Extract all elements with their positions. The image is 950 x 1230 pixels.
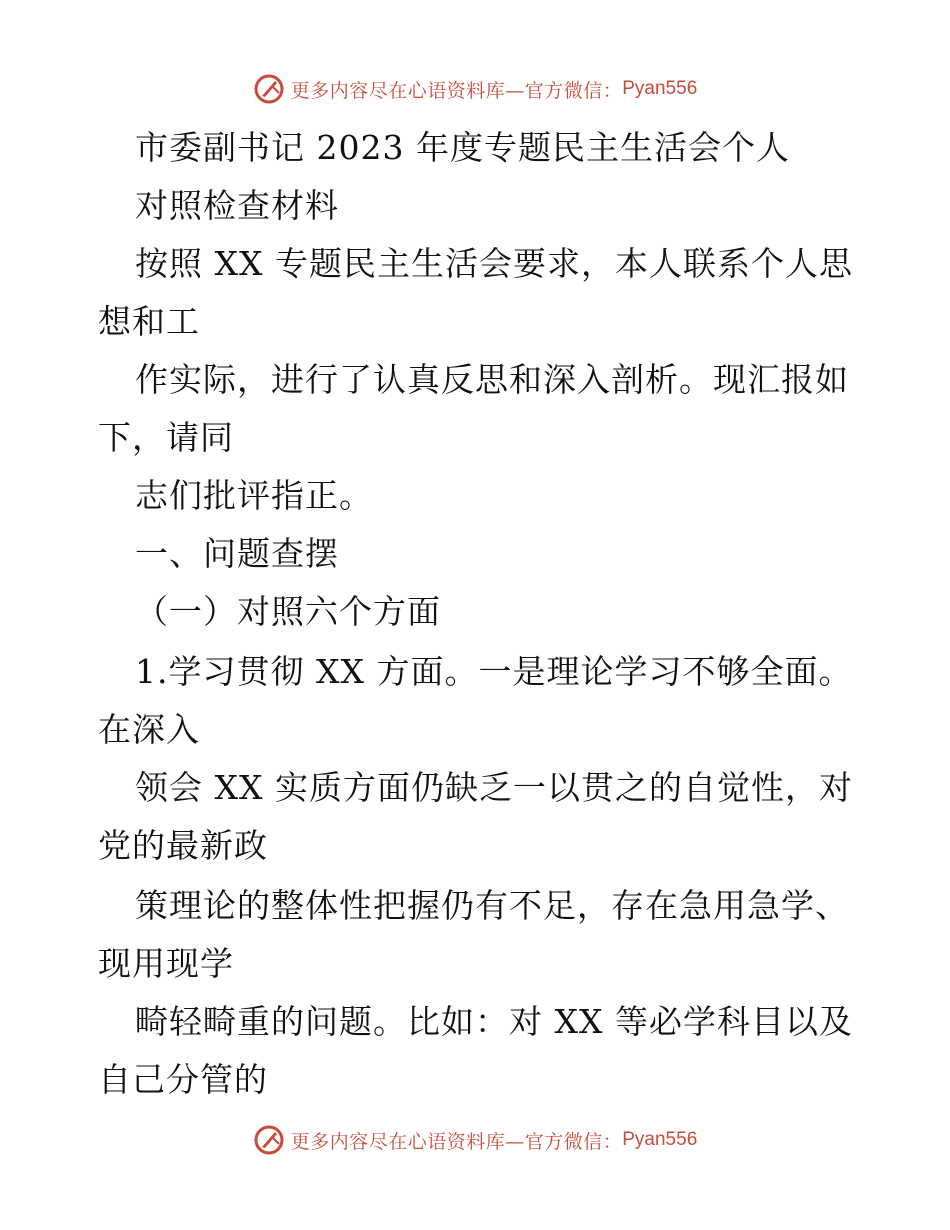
paragraph-line: 在深入 (98, 710, 200, 749)
paragraph-line: 策理论的整体性把握仍有不足，存在急用急学、 (135, 886, 849, 925)
quill-logo-icon (253, 73, 285, 105)
header-watermark (0, 72, 950, 106)
paragraph-line: 想和工 (98, 302, 200, 341)
watermark-wechat-id: Pyan556 (622, 1129, 698, 1150)
watermark-wechat-id: Pyan556 (622, 78, 698, 99)
paragraph-line: 1.学习贯彻 XX 方面。一是理论学习不够全面。 (135, 652, 853, 691)
section-heading: 一、问题查摆 (135, 534, 339, 573)
watermark-text: 更多内容尽在心语资料库—官方微信： (290, 1130, 623, 1153)
paragraph-line: 畸轻畸重的问题。比如：对 XX 等必学科目以及 (135, 1002, 853, 1041)
title-line-1: 市委副书记 2023 年度专题民主生活会个人 (135, 128, 790, 167)
paragraph-line: 领会 XX 实质方面仍缺乏一以贯之的自觉性，对 (135, 768, 853, 807)
subsection-heading: （一）对照六个方面 (135, 592, 441, 631)
paragraph-line: 志们批评指正。 (135, 476, 373, 515)
footer-watermark (0, 1123, 950, 1157)
paragraph-line: 党的最新政 (98, 826, 268, 865)
paragraph-line: 下，请同 (98, 418, 234, 457)
paragraph-line: 现用现学 (98, 944, 234, 983)
quill-logo-icon (253, 1124, 285, 1156)
watermark-text: 更多内容尽在心语资料库—官方微信： (290, 79, 623, 102)
title-line-2: 对照检查材料 (135, 186, 339, 225)
paragraph-line: 自己分管的 (98, 1060, 268, 1099)
paragraph-line: 作实际，进行了认真反思和深入剖析。现汇报如 (135, 360, 849, 399)
paragraph-line: 按照 XX 专题民主生活会要求，本人联系个人思 (135, 244, 853, 283)
